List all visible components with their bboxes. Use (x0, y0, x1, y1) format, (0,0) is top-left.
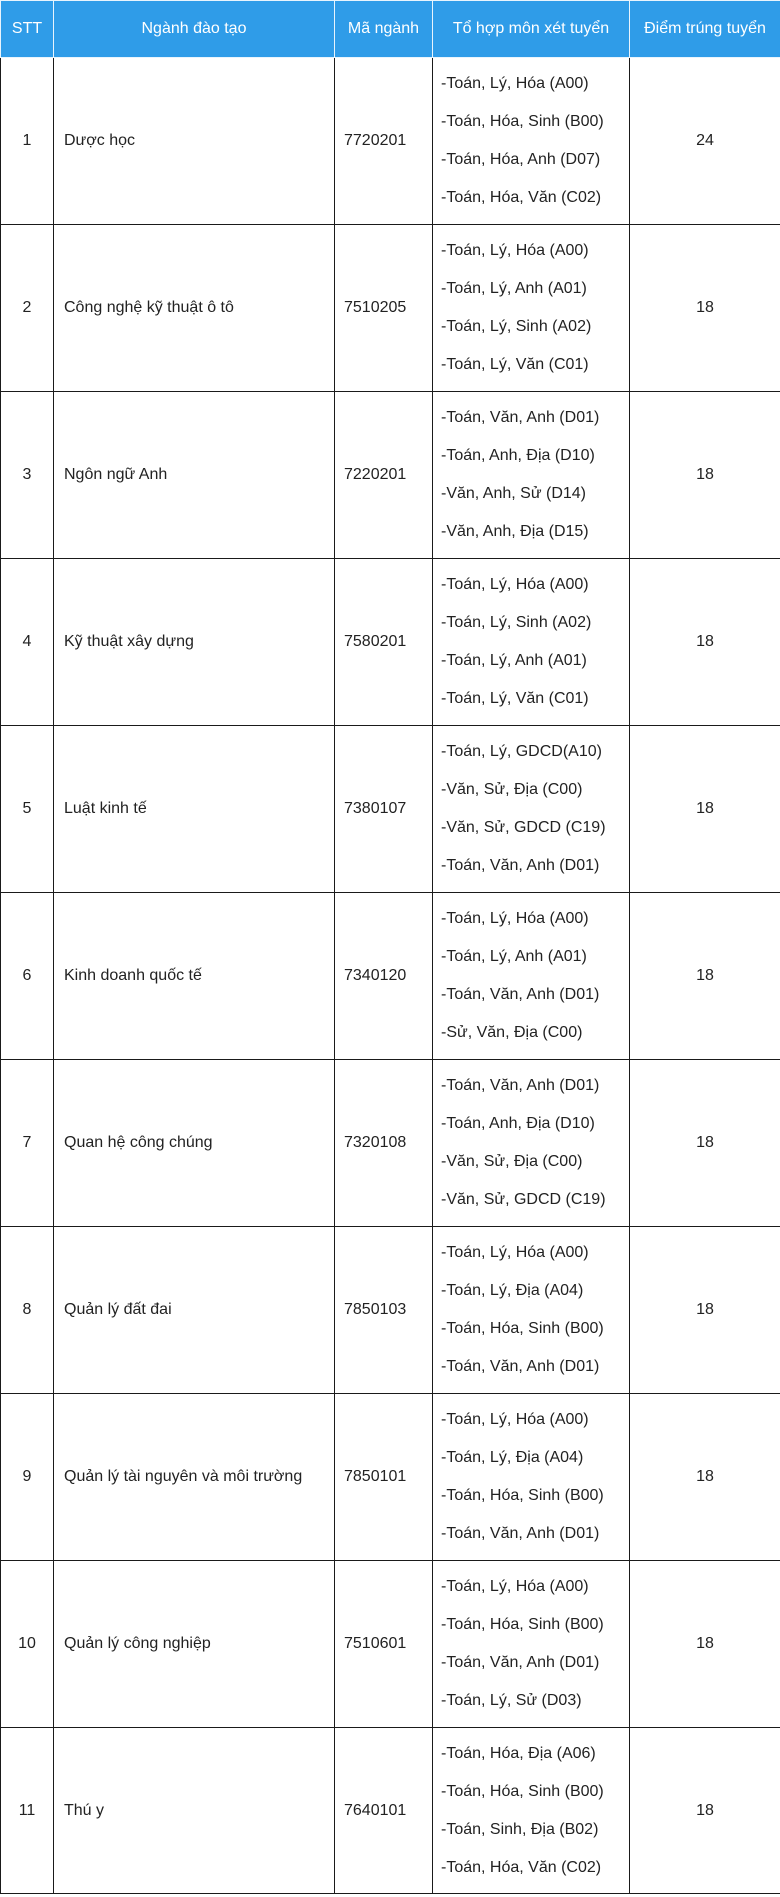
combo-item: -Toán, Lý, Địa (A04) (441, 1282, 584, 1299)
row-major: Dược học (54, 58, 335, 225)
table-row (1, 1227, 780, 1394)
combo-item: -Toán, Hóa, Sinh (B00) (441, 1320, 604, 1337)
row-stt: 3 (1, 392, 54, 559)
combo-item: -Toán, Lý, Văn (C01) (441, 690, 589, 707)
table-row (1, 225, 780, 392)
combo-item: -Văn, Sử, Địa (C00) (441, 1153, 583, 1170)
row-stt: 5 (1, 726, 54, 893)
combo-item: -Văn, Sử, GDCD (C19) (441, 1191, 606, 1208)
row-combos (433, 58, 630, 225)
combo-item: -Toán, Lý, Anh (A01) (441, 652, 587, 669)
combo-item: -Toán, Hóa, Địa (A06) (441, 1744, 596, 1762)
table-body (1, 58, 780, 1894)
table-row (1, 559, 780, 726)
row-code: 7720201 (335, 58, 433, 225)
combo-item: -Toán, Hóa, Sinh (B00) (441, 1487, 604, 1504)
row-combos (433, 893, 630, 1060)
row-combos (433, 1728, 630, 1894)
combo-item: -Toán, Lý, Hóa (A00) (441, 576, 589, 593)
row-combos (433, 1561, 630, 1728)
row-code: 7510601 (335, 1561, 433, 1728)
row-combos (433, 225, 630, 392)
combo-item: -Toán, Văn, Anh (D01) (441, 1358, 600, 1375)
combo-item: -Toán, Văn, Anh (D01) (441, 986, 600, 1003)
row-combos (433, 1394, 630, 1561)
combo-item: -Toán, Anh, Địa (D10) (441, 1115, 595, 1132)
row-code: 7380107 (335, 726, 433, 893)
header-code: Mã ngành (335, 1, 433, 58)
table-row (1, 726, 780, 893)
row-score: 18 (630, 1728, 780, 1894)
combo-item: -Toán, Lý, Hóa (A00) (441, 75, 589, 92)
combo-item: -Toán, Hóa, Sinh (B00) (441, 1782, 604, 1800)
row-combos (433, 1227, 630, 1394)
row-stt: 10 (1, 1561, 54, 1728)
header-stt: STT (1, 1, 54, 58)
row-score: 18 (630, 893, 780, 1060)
combo-item: -Toán, Lý, Sinh (A02) (441, 318, 592, 335)
row-code: 7340120 (335, 893, 433, 1060)
combo-item: -Văn, Anh, Địa (D15) (441, 523, 589, 540)
row-stt: 9 (1, 1394, 54, 1561)
row-score: 24 (630, 58, 780, 225)
row-stt: 1 (1, 58, 54, 225)
combo-item: -Toán, Lý, Hóa (A00) (441, 242, 589, 259)
combo-item: -Toán, Lý, Hóa (A00) (441, 1578, 589, 1595)
combo-item: -Toán, Hóa, Sinh (B00) (441, 113, 604, 130)
combo-item: -Toán, Lý, Hóa (A00) (441, 1244, 589, 1261)
row-stt: 11 (1, 1728, 54, 1894)
row-major: Kinh doanh quốc tế (54, 893, 335, 1060)
table-header (1, 1, 780, 58)
row-combos (433, 726, 630, 893)
combo-item: -Văn, Anh, Sử (D14) (441, 485, 586, 502)
row-score: 18 (630, 1394, 780, 1561)
table-row (1, 1728, 780, 1894)
row-major: Kỹ thuật xây dựng (54, 559, 335, 726)
row-major: Thú y (54, 1728, 335, 1894)
combo-item: -Toán, Văn, Anh (D01) (441, 1077, 600, 1094)
row-score: 18 (630, 392, 780, 559)
combo-item: -Văn, Sử, Địa (C00) (441, 781, 583, 798)
header-row (1, 1, 780, 58)
combo-item: -Toán, Lý, Sử (D03) (441, 1692, 582, 1709)
combo-item: -Toán, Văn, Anh (D01) (441, 1654, 600, 1671)
row-code: 7850101 (335, 1394, 433, 1561)
table-row (1, 1561, 780, 1728)
row-code: 7850103 (335, 1227, 433, 1394)
row-major: Công nghệ kỹ thuật ô tô (54, 225, 335, 392)
combo-item: -Toán, Hóa, Văn (C02) (441, 1858, 602, 1876)
header-score: Điểm trúng tuyển (630, 1, 780, 58)
combo-item: -Toán, Hóa, Sinh (B00) (441, 1616, 604, 1633)
row-combos (433, 1060, 630, 1227)
combo-item: -Toán, Lý, Văn (C01) (441, 356, 589, 373)
header-combos: Tổ hợp môn xét tuyển (433, 1, 630, 58)
row-stt: 6 (1, 893, 54, 1060)
row-major: Quản lý công nghiệp (54, 1561, 335, 1728)
combo-item: -Toán, Văn, Anh (D01) (441, 409, 600, 426)
combo-item: -Toán, Lý, GDCD(A10) (441, 743, 602, 760)
row-stt: 2 (1, 225, 54, 392)
table-row (1, 1060, 780, 1227)
combo-item: -Toán, Sinh, Địa (B02) (441, 1820, 599, 1838)
table-row (1, 58, 780, 225)
combo-item: -Sử, Văn, Địa (C00) (441, 1024, 583, 1041)
combo-item: -Toán, Văn, Anh (D01) (441, 1525, 600, 1542)
row-stt: 8 (1, 1227, 54, 1394)
combo-item: -Văn, Sử, GDCD (C19) (441, 819, 606, 836)
table-row (1, 1394, 780, 1561)
combo-item: -Toán, Lý, Địa (A04) (441, 1449, 584, 1466)
row-major: Quản lý tài nguyên và môi trường (54, 1394, 335, 1561)
row-score: 18 (630, 225, 780, 392)
combo-item: -Toán, Lý, Anh (A01) (441, 280, 587, 297)
row-code: 7640101 (335, 1728, 433, 1894)
row-major: Luật kinh tế (54, 726, 335, 893)
row-code: 7220201 (335, 392, 433, 559)
combo-item: -Toán, Văn, Anh (D01) (441, 857, 600, 874)
header-major: Ngành đào tạo (54, 1, 335, 58)
row-major: Ngôn ngữ Anh (54, 392, 335, 559)
table-row (1, 392, 780, 559)
combo-item: -Toán, Lý, Anh (A01) (441, 948, 587, 965)
combo-item: -Toán, Lý, Hóa (A00) (441, 910, 589, 927)
row-code: 7510205 (335, 225, 433, 392)
combo-item: -Toán, Hóa, Anh (D07) (441, 151, 601, 168)
row-stt: 4 (1, 559, 54, 726)
combo-item: -Toán, Lý, Sinh (A02) (441, 614, 592, 631)
row-score: 18 (630, 559, 780, 726)
combo-item: -Toán, Lý, Hóa (A00) (441, 1411, 589, 1428)
combo-item: -Toán, Hóa, Văn (C02) (441, 189, 602, 206)
row-score: 18 (630, 1227, 780, 1394)
row-major: Quan hệ công chúng (54, 1060, 335, 1227)
combo-item: -Toán, Anh, Địa (D10) (441, 447, 595, 464)
row-stt: 7 (1, 1060, 54, 1227)
row-combos (433, 392, 630, 559)
row-code: 7320108 (335, 1060, 433, 1227)
row-combos (433, 559, 630, 726)
row-code: 7580201 (335, 559, 433, 726)
row-score: 18 (630, 1561, 780, 1728)
table-row (1, 893, 780, 1060)
row-score: 18 (630, 726, 780, 893)
row-major: Quản lý đất đai (54, 1227, 335, 1394)
row-score: 18 (630, 1060, 780, 1227)
